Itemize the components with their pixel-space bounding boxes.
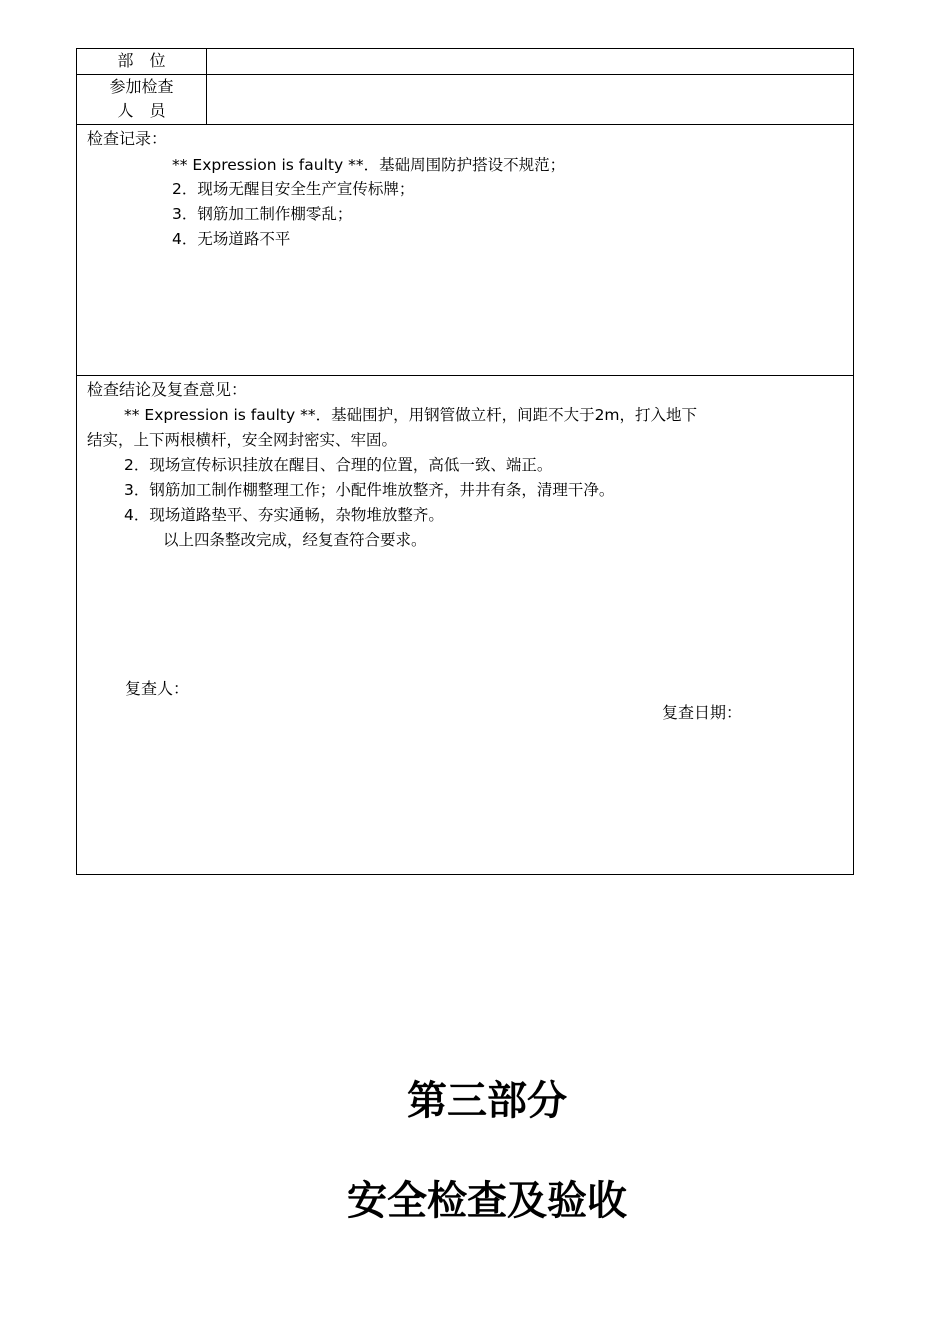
conclusion-section [77, 376, 854, 875]
location-label: 部 位 [77, 49, 207, 75]
record-title: 检查记录： [87, 129, 168, 148]
review-date-label: 复查日期： [662, 703, 743, 722]
participants-label-line-2: 人 员 [117, 101, 166, 120]
participants-value [207, 75, 854, 125]
record-item: 3．钢筋加工制作棚零乱； [172, 205, 353, 223]
record-item: ** Expression is faulty **．基础周围防护搭设不规范； [172, 156, 566, 174]
location-value [207, 49, 854, 75]
participants-label-line-1: 参加检查 [109, 77, 174, 96]
conclusion-line: 3．钢筋加工制作棚整理工作；小配件堆放整齐，井井有条，清理干净。 [124, 481, 615, 499]
conclusion-line: 4．现场道路垫平、夯实通畅，杂物堆放整齐。 [124, 506, 444, 524]
conclusion-line: 2．现场宣传标识挂放在醒目、合理的位置，高低一致、端正。 [124, 456, 553, 474]
conclusion-title: 检查结论及复查意见： [87, 380, 248, 399]
reviewer-label: 复查人： [125, 679, 190, 698]
part-subtitle: 安全检查及验收 [347, 1177, 627, 1224]
conclusion-line: ** Expression is faulty **．基础围护，用钢管做立杆，间距不大于2m，打入地下 [124, 406, 698, 424]
conclusion-line: 以上四条整改完成，经复查符合要求。 [163, 531, 427, 549]
participants-label [77, 75, 207, 125]
record-item: 4．无场道路不平 [172, 230, 291, 248]
record-item: 2．现场无醒目安全生产宣传标牌； [172, 180, 415, 198]
conclusion-line: 结实，上下两根横杆，安全网封密实、牢固。 [87, 431, 398, 449]
part-title: 第三部分 [407, 1077, 567, 1124]
inspection-form [76, 48, 854, 875]
record-section [77, 125, 854, 376]
